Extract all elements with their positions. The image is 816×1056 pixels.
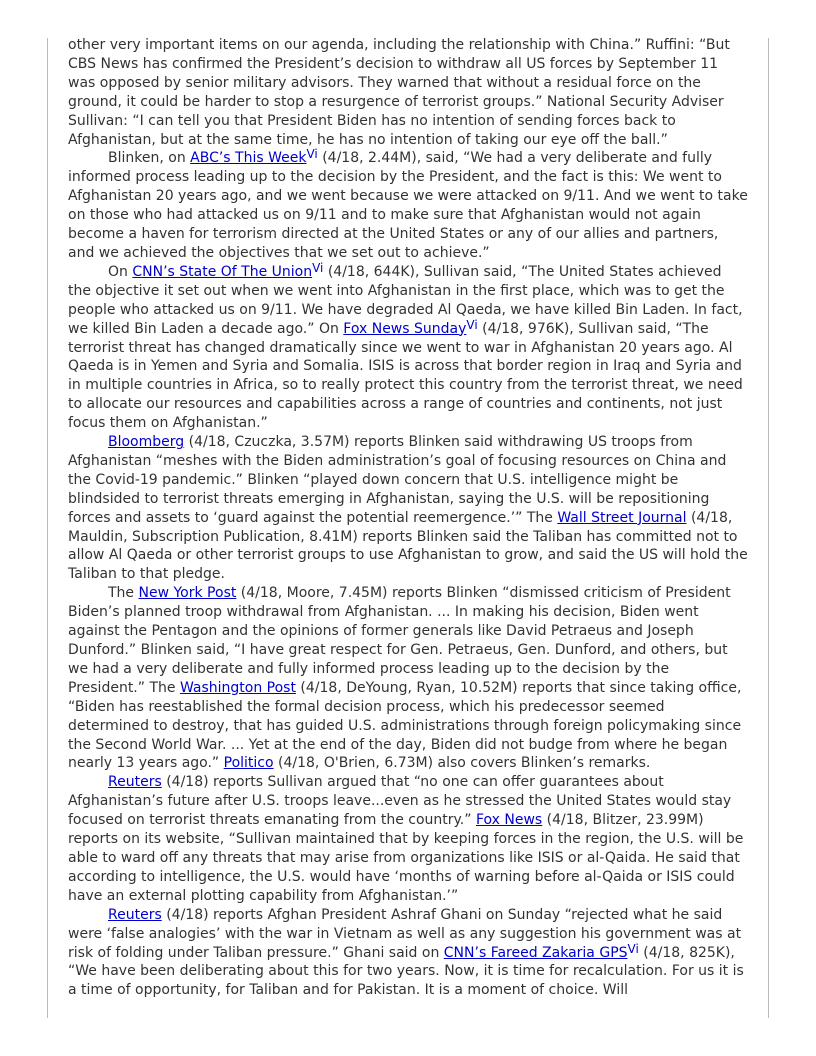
paragraph-3: On CNN’s State Of The Union$^{Vi}$ (4/18, 644K), Sullivan said, “The United States achieved the objective it set out when we went into Afghanistan in the first place, which was to get the people who attacked us on 9/11. We have degraded Al Qaeda, we have killed Bin Laden. In fact, we killed Bin Laden a decade ago.” On Fox News Sunday$^{Vi}$ (4/18, 976K), Sullivan said, “The terrorist threat has changed dramatically since we went to war in Afghanistan 20 years ago. Al Qaeda is in Yemen and Syria and Somalia. ISIS is across that border region in Iraq and Syria and in multiple countries in Africa, so to really protect this country from the terrorist threat, we need to allocate our resources and capabilities across a range of countries and continents, not just focus them on Afghanistan.” — [68, 260, 743, 432]
link-new-york-post[interactable]: New York Post — [138, 585, 237, 602]
video-icon[interactable]: Vi — [306, 147, 318, 162]
paragraph-7: Reuters (4/18) reports Afghan President Ashraf Ghani on Sunday “rejected what he said were ‘false analogies’ with the war in Vietnam as well as any suggestion his government was at risk of folding under Taliban pressure.” Ghani said on CNN’s Fareed Zakaria $GPS^{Vi}$ (4/18, 825K), “We have been deliberating about this for two years. Now, it is time for recalculation. For us it is a time of opportunity, for Taliban and for Pakistan. It is a moment of choice. Will — [68, 906, 744, 999]
link-reuters[interactable]: Reuters — [108, 774, 162, 791]
link-politico[interactable]: Politico — [223, 755, 274, 772]
paragraph-5: The New York Post (4/18, Moore, 7.45M) reports Blinken “dismissed criticism of President Biden’s planned troop withdrawal from Afghanistan. ... In making his decision, Biden went against the Pentagon and the opinions of former generals like David Petraeus and Joseph Dunford.” Blinken said, “I have great respect for Gen. Petraeus, Gen. Dunford, and others, but we had a very deliberate and fully informed process leading up to the decision by the President.” The Washington Post (4/18, DeYoung, Ryan, 10.52M) reports that since taking office, “Biden has reestablished the formal decision process, which his predecessor seemed determined to destroy, that has guided U.S. administrations through foreign policymaking since the Second World War. ... Yet at the end of the day, Biden did not budge from where he began nearly 13 years ago.” Politico (4/18, O'Brien, 6.73M) also covers Blinken’s remarks. — [68, 585, 742, 772]
link-bloomberg[interactable]: Bloomberg — [108, 434, 185, 451]
link-cnn-state-of-the-union[interactable]: CNN’s State Of The Union — [132, 263, 313, 280]
page-margin-right-rule — [768, 38, 769, 1018]
paragraph-2: Blinken, on ABC’s This Week$^{Vi}$ (4/18, 2.44M), said, “We had a very deliberate and fully informed process leading up to the decision by the President, and the fact is this: We went to Afghanistan 20 years ago, and we went because we were attacked on 9/11. And we went to take on those who had attacked us on 9/11 and to make sure that Afghanistan would not again become a haven for terrorism directed at the United States or any of our allies and partners, and we achieved the objectives that we set out to achieve.” — [68, 147, 748, 261]
link-fox-news-sunday[interactable]: Fox News Sunday — [343, 320, 467, 337]
paragraph-1: other very important items on our agenda, including the relationship with China.” Ruffini: “But CBS News has confirmed the President’s decision to withdraw all US forces by September 11 was opposed by senior military advisors. They warned that without a residual force on the ground, it could be harder to stop a resurgence of terrorist groups.” National Security Adviser Sullivan: “I can tell you that President Biden has no intention of sending forces back to Afghanistan, but at the same time, he has no intention of taking our eye off the ball.” — [68, 37, 730, 148]
link-cnn-fareed-zakaria-gps[interactable]: CNN’s Fareed Zakaria GPS — [443, 944, 628, 961]
link-washington-post[interactable]: Washington Post — [179, 679, 296, 696]
link-reuters-ghani[interactable]: Reuters — [108, 906, 162, 923]
paragraph-6: Reuters (4/18) reports Sullivan argued that “no one can offer guarantees about Afghanistan’s future after U.S. troops leave...even as he stressed the United States would stay focused on terrorist threats emanating from the country.” Fox News (4/18, Blitzer, 23.99M) reports on its website, “Sullivan maintained that by keeping forces in the region, the U.S. will be able to ward off any threats that may arise from organizations like ISIS or al-Qaida. He said that according to intelligence, the U.S. would have ‘months of warning before al-Qaida or ISIS could have an external plotting capability from Afghanistan.’” — [68, 774, 744, 904]
video-icon[interactable]: Vi — [312, 260, 324, 275]
page-margin-left-rule — [47, 38, 48, 1018]
video-icon[interactable]: Vi — [627, 941, 639, 956]
paragraph-4: Bloomberg (4/18, Czuczka, 3.57M) reports Blinken said withdrawing US troops from Afghanistan “meshes with the Biden administration’s goal of focusing resources on China and the Covid-19 pandemic.” Blinken “played down concern that U.S. intelligence might be blindsided to terrorist threats emerging in Afghanistan, saying the U.S. will be repositioning forces and assets to ‘guard against the potential reemergence.’” The Wall Street Journal (4/18, Mauldin, Subscription Publication, 8.41M) reports Blinken said the Taliban has committed not to allow Al Qaeda or other terrorist groups to use Afghanistan to grow, and said the US will hold the Taliban to that pledge. — [68, 434, 748, 583]
link-fox-news[interactable]: Fox News — [475, 812, 543, 829]
video-icon[interactable]: Vi — [466, 317, 478, 332]
link-abcs-this-week[interactable]: ABC’s This Week — [190, 150, 307, 167]
link-wall-street-journal[interactable]: Wall Street Journal — [557, 509, 687, 526]
article-body — [68, 36, 748, 1000]
